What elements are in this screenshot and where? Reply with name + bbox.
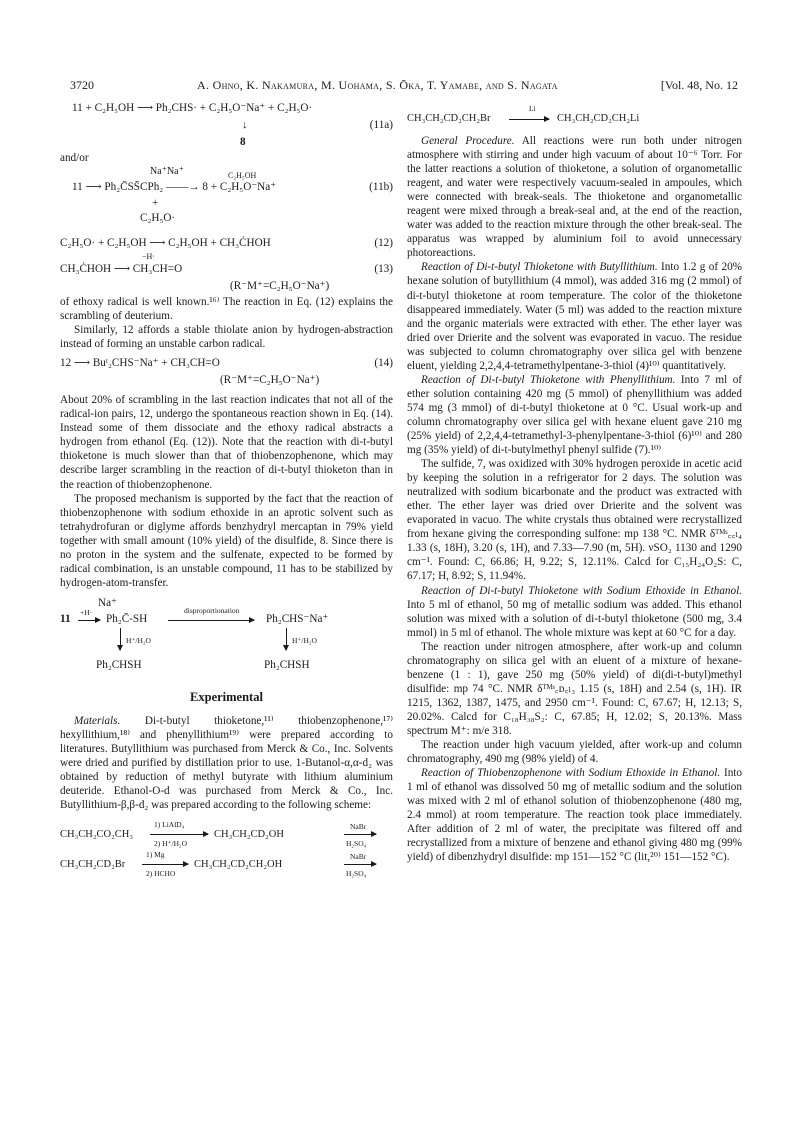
- equation-11a-branch: ↓ (11a): [60, 117, 393, 134]
- paragraph-materials: Materials. Di-t-butyl thioketone,¹¹⁾ thiobenzophenone,¹⁷⁾ hexyllithium,¹⁸⁾ and phenyllithium¹⁹⁾ were prepared according to literatures. Butyllithium was purchased from Merck & Co., Inc. Solvents were dried and purified by distillation prior to use. 1-Butanol-α,α-d₂ was obtained by reduction of methyl butyrate with lithium aluminium deuteride. Ethanol-O-d was purchased from Merck & Co., Inc. Butyllithium-β,β-d₂ was prepared according to the following scheme:: [60, 714, 393, 812]
- equation-14: 12 ⟶ Buᵗ₂CHS⁻Na⁺ + CH₃CH=O (14): [60, 355, 393, 372]
- equation-11b-radical: C₂H₅O·: [140, 212, 176, 225]
- equation-13-cond: −H·: [142, 252, 155, 262]
- disproportionation-scheme: Na⁺ 11 +H· Ph₂C̄-SH disproportionation Ph₂CHS⁻Na⁺ H⁺/H₂O H⁺/H₂O Ph₂CHSH Ph₂CHSH: [60, 596, 329, 671]
- equation-13: CH₃ĊHOH ⟶ CH₃CH=O (13): [60, 261, 393, 278]
- equation-11b: 11 ⟶ Ph₂C̄SS̄CPh₂ ——→ 8 + C₂H₅O⁻Na⁺ (11b): [60, 179, 393, 196]
- paragraph-general-procedure: General Procedure. All reactions were run both under nitrogen atmosphere with stirring and under high vacuum of about 10⁻⁶ Torr. For the latter reactions a solution of thioketone, a solution of organometallic reagent, and water were respectively vacuum-sealed in ampoules, which were connected with break-seals. The thioketone and organometallic reagent were mixed through a break-seal and, at the end of the reaction, water was added to the reaction mixture through the other break-seal. The apparatus was wrapped by aluminium foil to avoid unnecessary photoreactions.: [407, 135, 742, 260]
- paragraph-reaction-thiobenzophenone: Reaction of Thiobenzophenone with Sodium Ethoxide in Ethanol. Into 1 ml of ethanol was dissolved 50 mg of metallic sodium and the solution was mixed with 2 ml of ethanol solution of thiobenzophenone (480 mg, 2.4 mmol) at room temperature. The reaction took place immediately. After addition of 2 ml of water, the precipitate was filtered off and recrystallized from a mixture of benzene and ethanol giving 480 mg (99% yield) of dibenzhydryl disulfide: mp 151—152 °C (lit,²⁰⁾ 151—152 °C).: [407, 767, 742, 864]
- deuterium-scheme: CH₃CH₂CO₂CH₃ 1) LiAlD₄ 2) H⁺/H₂O CH₃CH₂CD₂OH NaBr H₂SO₄ CH₃CH₂CD₂Br 1) Mg 2) HCHO CH₃CH₂CD₂CH₂OH NaBr H₂SO₄: [60, 818, 393, 876]
- equation-number: (12): [374, 237, 393, 250]
- header-authors: A. Ohno, K. Nakamura, M. Uohama, S. Ōka, T. Yamabe, and S. Nagata: [197, 78, 558, 92]
- and-or-text: and/or: [60, 152, 89, 164]
- page-number: 3720: [70, 78, 94, 92]
- paragraph: Similarly, 12 affords a stable thiolate anion by hydrogen-abstraction instead of forming an unstable carbon radical.: [60, 324, 393, 351]
- equation-12: C₂H₅O· + C₂H₅OH ⟶ C₂H₅OH + CH₃ĊHOH (12): [60, 235, 393, 252]
- running-header: [70, 78, 738, 96]
- equation-number: (14): [374, 357, 393, 370]
- paragraph: The reaction under high vacuum yielded, after work-up and column chromatography, 490 mg (98% yield) of 4.: [407, 739, 742, 766]
- equation-11b-top: Na⁺Na⁺ C₂H₅OH: [150, 166, 257, 181]
- left-column: [60, 100, 393, 879]
- paragraph-reaction-phenyllithium: Reaction of Di-t-butyl Thioketone with Phenyllithium. Into 7 ml of ether solution containing 420 mg (5 mmol) of phenyllithium was added 574 mg (3 mmol) of di-t-butyl thioketone at 0 °C. Usual work-up and column chromatography over silica gel with hexane eluent gave 210 mg (25% yield) of 2,2,4,4-tetramethyl-3-phenylpentane-3-thiol (6)¹⁰⁾ and 280 mg (35% yield) of di-t-butylmethyl phenyl sulfide (7).¹⁰⁾: [407, 373, 743, 457]
- paragraph: The proposed mechanism is supported by the fact that the reaction of thiobenzophenone with sodium ethoxide in an aprotic solvent such as tetrahydrofuran or diglyme affords benzhydryl mercaptan in 79% yield together with small amount (10% yield) of the disulfide, 8. Since there is no proton in the system and the sulfenate, expected to be formed by radical combination, is an unstable compound, 11 has to be stabilized by hydrogen-atom-transfer.: [60, 492, 393, 589]
- equation-13-note: (R⁻M⁺=C₂H₅O⁻Na⁺): [230, 280, 330, 293]
- section-heading: Experimental: [190, 689, 263, 704]
- equation-11a-product: 8: [240, 136, 246, 148]
- paragraph: of ethoxy radical is well known.¹⁶⁾ The reaction in Eq. (12) explains the scrambling of deuterium.: [60, 296, 393, 323]
- equation-11b-plus: +: [152, 197, 159, 210]
- equation-number: (13): [374, 263, 393, 276]
- equation-number: (11b): [369, 181, 393, 194]
- paragraph: About 20% of scrambling in the last reaction indicates that not all of the radical-ion pairs, 12, undergo the spontaneous reaction shown in Eq. (14). Instead some of them dissociate and the ethoxy radical abstracts a hydrogen from ethanol (Eq. (12)). Note that the reaction with di-t-butyl thioketone is much slower than that of thiobenzophenone, which may describe larger scrambling in the reaction of di-t-butyl thioketon than in the reaction of thiobenzophenone.: [60, 394, 393, 491]
- equation-11a: 11 + C₂H₅OH ⟶ Ph₂CHS· + C₂H₅O⁻Na⁺ + C₂H₅O·: [72, 102, 313, 114]
- journal-volume: [Vol. 48, No. 12: [660, 78, 738, 92]
- paragraph: The reaction under nitrogen atmosphere, after work-up and column chromatography on silica gel with an eluent of a mixture of hexane-benzene (1 : 1), gave 250 mg (50% yield) of di(di-t-butyl)methyl disulfide: mp 74 °C. NMR δᵀᴹˢ꜀ᴅ꜀ₗ₃ 1.15 (s, 18H) and 2.54 (s, 1H). IR 1215, 1362, 1387, 1475, and 2950 cm⁻¹. Found: C, 67.67; H, 12.13; S, 20.02%. Calcd for C₁₈H₃₈S₂: C, 67.85; H, 12.02; S, 20.13%. Mass spectrum M⁺: m/e 318.: [407, 640, 742, 737]
- paragraph-sulfide-oxidation: The sulfide, 7, was oxidized with 30% hydrogen peroxide in acetic acid by keeping the solution in a refrigerator for 2 days. The solution was neutralized with sodium bicarbonate and the product was extracted with ether. The ether layer was dried over Drierite and the solvent was evaporated in vacuo. The white crystals thus obtained were recrystallized from hexane giving the corresponding sulfone: mp 138 °C. NMR δᵀᴹˢ꜀꜀ₗ₄ 1.33 (s, 18H), 3.20 (s, 1H), and 7.33—7.90 (m, 5H). νSO₂ 1130 and 1290 cm⁻¹. Found: C, 66.86; H, 9.22; S, 12.11%. Calcd for C₁₅H₂₄O₂S: C, 67.17; H, 8.92; S, 11.94%.: [407, 458, 742, 583]
- equation-14-note: (R⁻M⁺=C₂H₅O⁻Na⁺): [220, 374, 320, 387]
- right-column: [407, 100, 742, 864]
- equation-number: (11a): [369, 119, 393, 131]
- lithiation-scheme: CH₃CH₂CD₂CH₂Br Li CH₃CH₂CD₂CH₂Li: [407, 104, 640, 124]
- paragraph-reaction-ethoxide: Reaction of Di-t-butyl Thioketone with Sodium Ethoxide in Ethanol. Into 5 ml of ethanol, 50 mg of metallic sodium was added. This ethanol solution was mixed with a solution of di-t-butyl thioketone (500 mg, 3.4 mmol) in 5 ml of ethanol. The whole mixture was kept at 60 °C for a day.: [407, 584, 742, 639]
- paragraph-reaction-butyllithium: Reaction of Di-t-butyl Thioketone with Butyllithium. Into 1.2 g of 20% hexane solution of butyllithium (4 mmol), was added 316 mg (2 mmol) of di-t-butyl thioketone at room temperature. The color of the thioketone disappeared immediately. Water (5 ml) was added to the reaction mixture and the organic materials were extracted with ether. The ether layer was dried over Drierite and the solvent was evaporated in vacuo. The residue was subjected to column chromatography over silica gel with benzene eluent, yielding 2,2,4,4-tetramethylpentane-3-thiol (4)¹⁰⁾ quantitatively.: [407, 261, 742, 372]
